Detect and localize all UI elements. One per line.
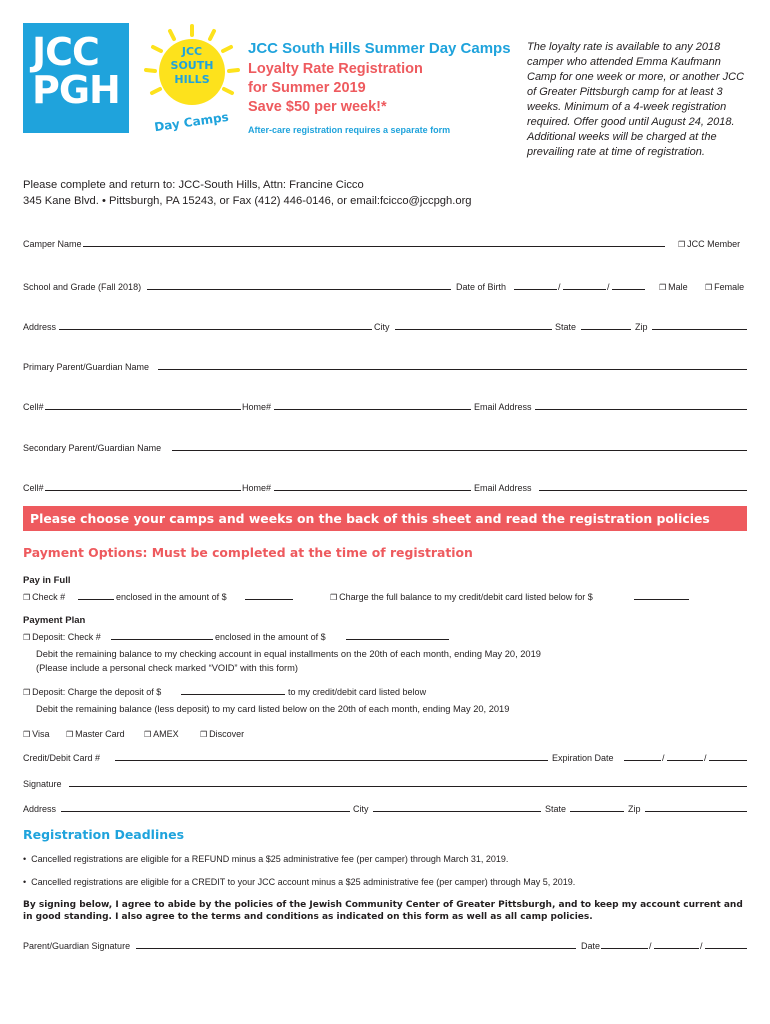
male-label: Male <box>668 282 688 292</box>
checkbox-icon: ❒ <box>23 633 31 642</box>
date-year-field[interactable] <box>705 940 747 949</box>
signature-label: Signature <box>23 779 62 789</box>
email-label: Email Address <box>474 402 532 412</box>
amex-checkbox[interactable] <box>144 728 179 741</box>
camper-name-label: Camper Name <box>23 239 82 249</box>
primary-home-field[interactable] <box>274 401 471 410</box>
dob-day-field[interactable] <box>563 281 606 290</box>
logo-line-2: PGH <box>32 68 120 112</box>
check-checkbox[interactable] <box>23 591 65 604</box>
deadline-text-1: Cancelled registrations are eligible for a REFUND minus a $25 administrative fee (per camper) through March 31, 2019. <box>31 854 509 864</box>
agreement-text: By signing below, I agree to abide by the policies of the Jewish Community Center of Greater Pittsburgh, and to keep my account current and in good standing. I also agree to the terms and conditions as indicated on this form as well as all camp policies. <box>23 900 743 922</box>
secondary-cell-field[interactable] <box>45 482 241 491</box>
card-number-field[interactable] <box>115 752 548 761</box>
checkbox-icon: ❒ <box>23 593 31 602</box>
sun-logo-hills: HILLS <box>174 73 210 86</box>
deposit-enclosed-amount-field[interactable] <box>346 631 449 640</box>
cell-label: Cell# <box>23 483 44 493</box>
parent-signature-field[interactable] <box>136 940 576 949</box>
home-label: Home# <box>242 483 272 493</box>
amex-label: AMEX <box>153 729 179 739</box>
parent-signature-label: Parent/Guardian Signature <box>23 941 131 951</box>
billing-zip-label: Zip <box>628 804 641 814</box>
deposit-check-label: Deposit: Check # <box>32 632 101 642</box>
billing-city-field[interactable] <box>373 803 541 812</box>
deposit-charge-amount-field[interactable] <box>181 686 285 695</box>
date-month-field[interactable] <box>601 940 648 949</box>
billing-state-field[interactable] <box>570 803 624 812</box>
date-day-field[interactable] <box>654 940 699 949</box>
deadline-item-2 <box>23 877 575 887</box>
checkbox-icon: ❒ <box>200 730 208 739</box>
charge-full-label: Charge the full balance to my credit/debit card listed below for $ <box>339 592 593 602</box>
after-care-note: After-care registration requires a separate form <box>248 125 451 135</box>
cell-label: Cell# <box>23 402 44 412</box>
charge-full-checkbox[interactable] <box>330 591 593 604</box>
enclosed-amount-field[interactable] <box>245 591 293 600</box>
visa-checkbox[interactable] <box>23 728 50 741</box>
secondary-home-field[interactable] <box>274 482 471 491</box>
checkbox-icon: ❒ <box>659 283 667 292</box>
mastercard-checkbox[interactable] <box>66 728 125 741</box>
payment-heading: Payment Options: Must be completed at the time of registration <box>23 545 473 560</box>
pay-in-full-heading: Pay in Full <box>23 575 71 586</box>
header <box>248 40 518 135</box>
billing-city-label: City <box>353 804 369 814</box>
to-card-label: to my credit/debit card listed below <box>288 687 427 697</box>
state-field[interactable] <box>581 321 631 330</box>
checkbox-icon: ❒ <box>144 730 152 739</box>
school-grade-label: School and Grade (Fall 2018) <box>23 282 142 292</box>
checkbox-icon: ❒ <box>23 730 31 739</box>
header-sub-1: Loyalty Rate Registration <box>248 61 423 77</box>
checkbox-icon: ❒ <box>705 283 713 292</box>
south-hills-day-camps-logo <box>142 20 242 136</box>
city-label: City <box>374 322 390 332</box>
expiration-day-field[interactable] <box>667 752 703 761</box>
jcc-member-checkbox[interactable] <box>678 238 740 251</box>
deposit-charge-checkbox[interactable] <box>23 686 161 699</box>
return-to <box>23 177 472 209</box>
state-label: State <box>555 322 577 332</box>
dob-slash-1: / <box>558 282 561 292</box>
header-sub-3: Save $50 per week!* <box>248 99 387 115</box>
mastercard-label: Master Card <box>75 729 125 739</box>
header-title: JCC South Hills Summer Day Camps <box>248 40 511 57</box>
discover-checkbox[interactable] <box>200 728 244 741</box>
secondary-parent-field[interactable] <box>172 442 747 451</box>
debit-card-remaining-text: Debit the remaining balance (less deposit) to my card listed below on the 20th of each month, ending May 20, 2019 <box>36 704 510 714</box>
debit-remaining-text: Debit the remaining balance to my checking account in equal installments on the 20th of each month, ending May 20, 2019 <box>36 649 541 659</box>
primary-cell-field[interactable] <box>45 401 241 410</box>
visa-label: Visa <box>32 729 50 739</box>
secondary-email-field[interactable] <box>539 482 747 491</box>
void-note: (Please include a personal check marked “VOID” with this form) <box>36 663 298 673</box>
primary-parent-label: Primary Parent/Guardian Name <box>23 362 150 372</box>
billing-address-field[interactable] <box>61 803 350 812</box>
checkbox-icon: ❒ <box>66 730 74 739</box>
date-slash-1: / <box>649 941 652 951</box>
female-label: Female <box>714 282 745 292</box>
jcc-pgh-logo <box>23 23 129 133</box>
billing-zip-field[interactable] <box>645 803 747 812</box>
address-label: Address <box>23 322 57 332</box>
sun-logo-jcc: JCC <box>181 45 203 58</box>
camper-name-field[interactable] <box>83 238 665 247</box>
dob-year-field[interactable] <box>612 281 645 290</box>
zip-field[interactable] <box>652 321 747 330</box>
address-field[interactable] <box>59 321 372 330</box>
home-label: Home# <box>242 402 272 412</box>
return-to-line-2: 345 Kane Blvd. • Pittsburgh, PA 15243, or Fax (412) 446-0146, or email:fcicco@jccpgh.org <box>23 195 472 207</box>
check-label: Check # <box>32 592 66 602</box>
primary-parent-field[interactable] <box>158 361 747 370</box>
checkbox-icon: ❒ <box>23 688 31 697</box>
sun-logo-south: SOUTH <box>170 59 214 72</box>
primary-email-field[interactable] <box>535 401 747 410</box>
male-checkbox[interactable] <box>659 281 688 294</box>
school-grade-field[interactable] <box>147 281 451 290</box>
deposit-check-number-field[interactable] <box>111 631 213 640</box>
deposit-enclosed-label: enclosed in the amount of $ <box>215 632 326 642</box>
expiration-label: Expiration Date <box>552 753 614 763</box>
checkbox-icon: ❒ <box>678 240 686 249</box>
dob-slash-2: / <box>607 282 610 292</box>
deadline-item-1 <box>23 854 508 864</box>
checkbox-icon: ❒ <box>330 593 338 602</box>
jcc-member-label: JCC Member <box>687 239 741 249</box>
deadline-text-2: Cancelled registrations are eligible for a CREDIT to your JCC account minus a $25 administrative fee (per camper) through May 5, 2019. <box>31 877 576 887</box>
camps-banner: Please choose your camps and weeks on the back of this sheet and read the registration policies <box>23 506 747 531</box>
card-number-label: Credit/Debit Card # <box>23 753 101 763</box>
return-to-line-1: Please complete and return to: JCC-South Hills, Attn: Francine Cicco <box>23 179 364 191</box>
expiration-slash-2: / <box>704 753 707 763</box>
billing-state-label: State <box>545 804 567 814</box>
zip-label: Zip <box>635 322 648 332</box>
female-checkbox[interactable] <box>705 281 744 294</box>
check-number-field[interactable] <box>78 591 114 600</box>
signature-field[interactable] <box>69 778 747 787</box>
expiration-year-field[interactable] <box>709 752 747 761</box>
deposit-check-checkbox[interactable] <box>23 631 101 644</box>
enclosed-label: enclosed in the amount of $ <box>116 592 227 602</box>
billing-address-label: Address <box>23 804 57 814</box>
expiration-month-field[interactable] <box>624 752 661 761</box>
sun-logo-day-camps: Day Camps <box>153 109 230 135</box>
payment-plan-heading: Payment Plan <box>23 615 86 626</box>
discover-label: Discover <box>209 729 245 739</box>
date-label: Date <box>581 941 601 951</box>
deadlines-heading: Registration Deadlines <box>23 827 185 842</box>
deposit-charge-label: Deposit: Charge the deposit of $ <box>32 687 162 697</box>
dob-month-field[interactable] <box>514 281 557 290</box>
email-label: Email Address <box>474 483 532 493</box>
secondary-parent-label: Secondary Parent/Guardian Name <box>23 443 162 453</box>
expiration-slash-1: / <box>662 753 665 763</box>
header-sub-2: for Summer 2019 <box>248 80 366 96</box>
loyalty-note: The loyalty rate is available to any 2018 camper who attended Emma Kaufmann Camp for one week or more, or another JCC of Greater Pittsburgh camp for at least 3 weeks. Minimum of a 4-week registration required. Offer good until August 24, 2018. Additional weeks will be charged at the prevailing rate at time of registration. <box>527 41 745 158</box>
charge-full-amount-field[interactable] <box>634 591 689 600</box>
date-slash-2: / <box>700 941 703 951</box>
logo-line-1: JCC <box>32 30 99 74</box>
bullet-icon: • <box>23 854 27 864</box>
dob-label: Date of Birth <box>456 282 507 292</box>
city-field[interactable] <box>395 321 552 330</box>
bullet-icon: • <box>23 877 27 887</box>
